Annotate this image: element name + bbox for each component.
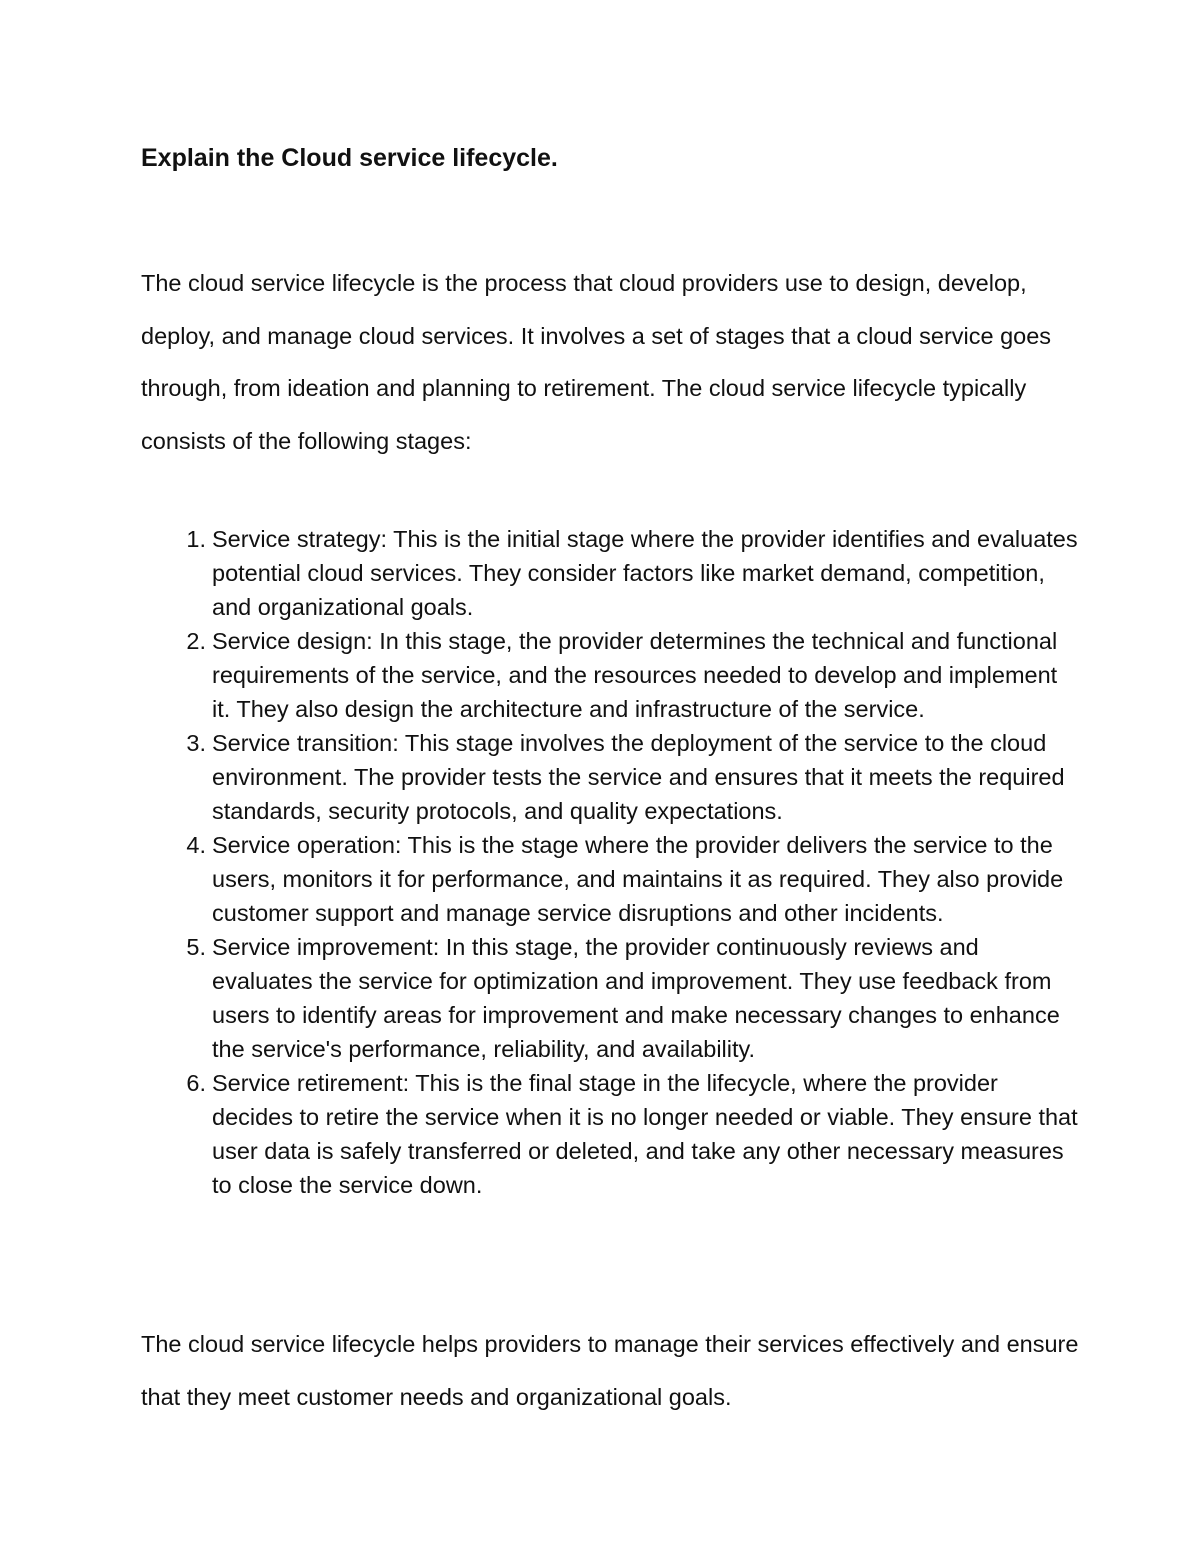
list-item <box>141 828 1081 930</box>
list-item-number: 4. <box>186 832 206 858</box>
list-item-text: Service operation: This is the stage where the provider delivers the service to the users, monitors it for performance, and maintains it as required. They also provide customer support and manage service disruptions and other incidents. <box>212 832 1064 926</box>
list-item-text: Service strategy: This is the initial stage where the provider identifies and evaluates potential cloud services. They consider factors like market demand, competition, and organizational goals. <box>212 526 1078 620</box>
intro-paragraph: The cloud service lifecycle is the process that cloud providers use to design, develop, deploy, and manage cloud services. It involves a set of stages that a cloud service goes through, from ideation and planning to retirement. The cloud service lifecycle typically consists of the following stages: <box>141 270 1052 454</box>
list-item-text: Service transition: This stage involves the deployment of the service to the cloud environment. The provider tests the service and ensures that it meets the required standards, security protocols, and quality expectations. <box>212 730 1065 824</box>
conclusion-paragraph: The cloud service lifecycle helps providers to manage their services effectively and ensure that they meet customer needs and organizational goals. <box>141 1331 1079 1410</box>
list-item-text: Service design: In this stage, the provider determines the technical and functional requirements of the service, and the resources needed to develop and implement it. They also design the architecture and infrastructure of the service. <box>212 628 1058 722</box>
list-item-number: 1. <box>186 526 206 552</box>
list-item <box>141 522 1081 624</box>
list-item-text: Service retirement: This is the final stage in the lifecycle, where the provider decides to retire the service when it is no longer needed or viable. They ensure that user data is safely transferred or deleted, and take any other necessary measures to close the service down. <box>212 1070 1078 1198</box>
list-item <box>141 930 1081 1066</box>
list-item-number: 6. <box>186 1070 206 1096</box>
list-item-number: 5. <box>186 934 206 960</box>
list-item-number: 2. <box>186 628 206 654</box>
list-item <box>141 624 1081 726</box>
list-item-number: 3. <box>186 730 206 756</box>
list-item <box>141 1066 1081 1202</box>
page-title: Explain the Cloud service lifecycle. <box>141 144 558 172</box>
stages-list <box>141 522 1081 1202</box>
list-item <box>141 726 1081 828</box>
list-item-text: Service improvement: In this stage, the provider continuously reviews and evaluates the service for optimization and improvement. They use feedback from users to identify areas for improvement and make necessary changes to enhance the service's performance, reliability, and availability. <box>212 934 1060 1062</box>
